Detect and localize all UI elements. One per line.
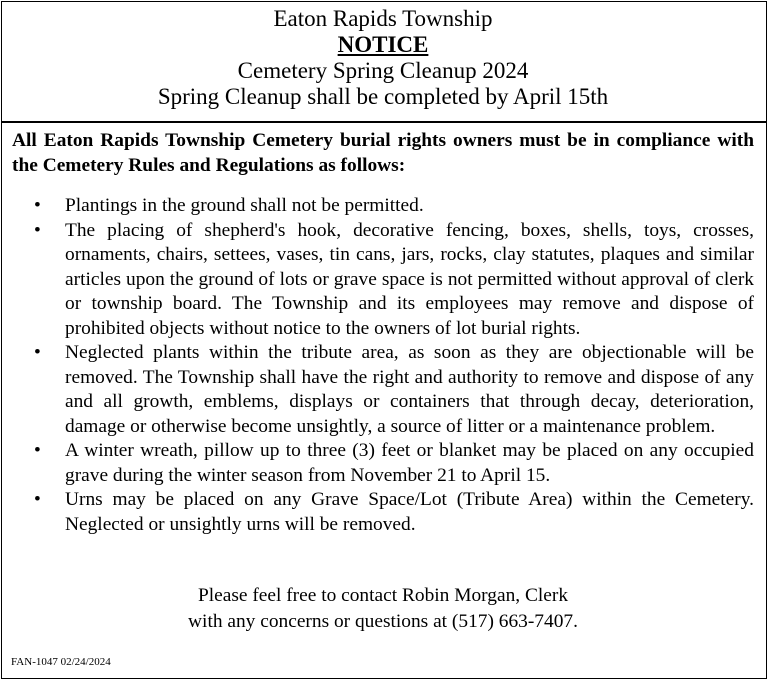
list-item bbox=[12, 219, 754, 342]
township-name: Eaton Rapids Township bbox=[273, 6, 493, 31]
divider bbox=[1, 121, 766, 123]
rules-list bbox=[12, 194, 754, 537]
rule-text: Plantings in the ground shall not be permitted. bbox=[65, 195, 424, 216]
contact-phone-line: with any concerns or questions at (517) 663-7407. bbox=[188, 611, 578, 632]
deadline-line: Spring Cleanup shall be completed by April 15th bbox=[157, 84, 609, 109]
bullet-icon: • bbox=[34, 219, 41, 241]
bullet-icon: • bbox=[34, 195, 41, 216]
contact-line: Please feel free to contact Robin Morgan, Clerk bbox=[197, 585, 569, 606]
list-item bbox=[12, 194, 754, 219]
rule-text: Neglected plants within the tribute area, as soon as they are objectionable will be removed. The Township shall have the right and authority to remove and dispose of any and all growth, emblems, displays or containers that through decay, deterioration, damage or otherwise become unsightly, a source of litter or a maintenance problem. bbox=[65, 342, 754, 437]
rule-text: Urns may be placed on any Grave Space/Lot (Tribute Area) within the Cemetery. Neglected or unsightly urns will be removed. bbox=[65, 489, 754, 535]
bullet-icon: • bbox=[34, 342, 41, 363]
notice-title: NOTICE bbox=[337, 32, 429, 57]
intro-paragraph: All Eaton Rapids Township Cemetery burial rights owners must be in compliance with the Cemetery Rules and Regulations as follows: bbox=[12, 130, 754, 176]
list-item bbox=[12, 439, 754, 488]
footer-code: FAN-1047 02/24/2024 bbox=[11, 656, 111, 668]
rule-text: A winter wreath, pillow up to three (3) feet or blanket may be placed on any occupied grave during the winter season from November 21 to April 15. bbox=[65, 440, 754, 486]
list-item bbox=[12, 488, 754, 537]
bullet-icon: • bbox=[34, 489, 41, 510]
rule-text: The placing of shepherd's hook, decorative fencing, boxes, shells, toys, crosses, ornaments, chairs, settees, vases, tin cans, jars, rocks, clay statutes, plaques and similar articles upon the ground of lots or grave space is not permitted without approval of clerk or township board. The Township and its employees may remove and dispose of prohibited objects without notice to the owners of lot burial rights. bbox=[65, 219, 754, 339]
event-title: Cemetery Spring Cleanup 2024 bbox=[237, 58, 529, 83]
notice-header bbox=[0, 6, 766, 110]
bullet-icon: • bbox=[34, 440, 41, 461]
list-item bbox=[12, 341, 754, 439]
contact-block bbox=[0, 583, 766, 635]
